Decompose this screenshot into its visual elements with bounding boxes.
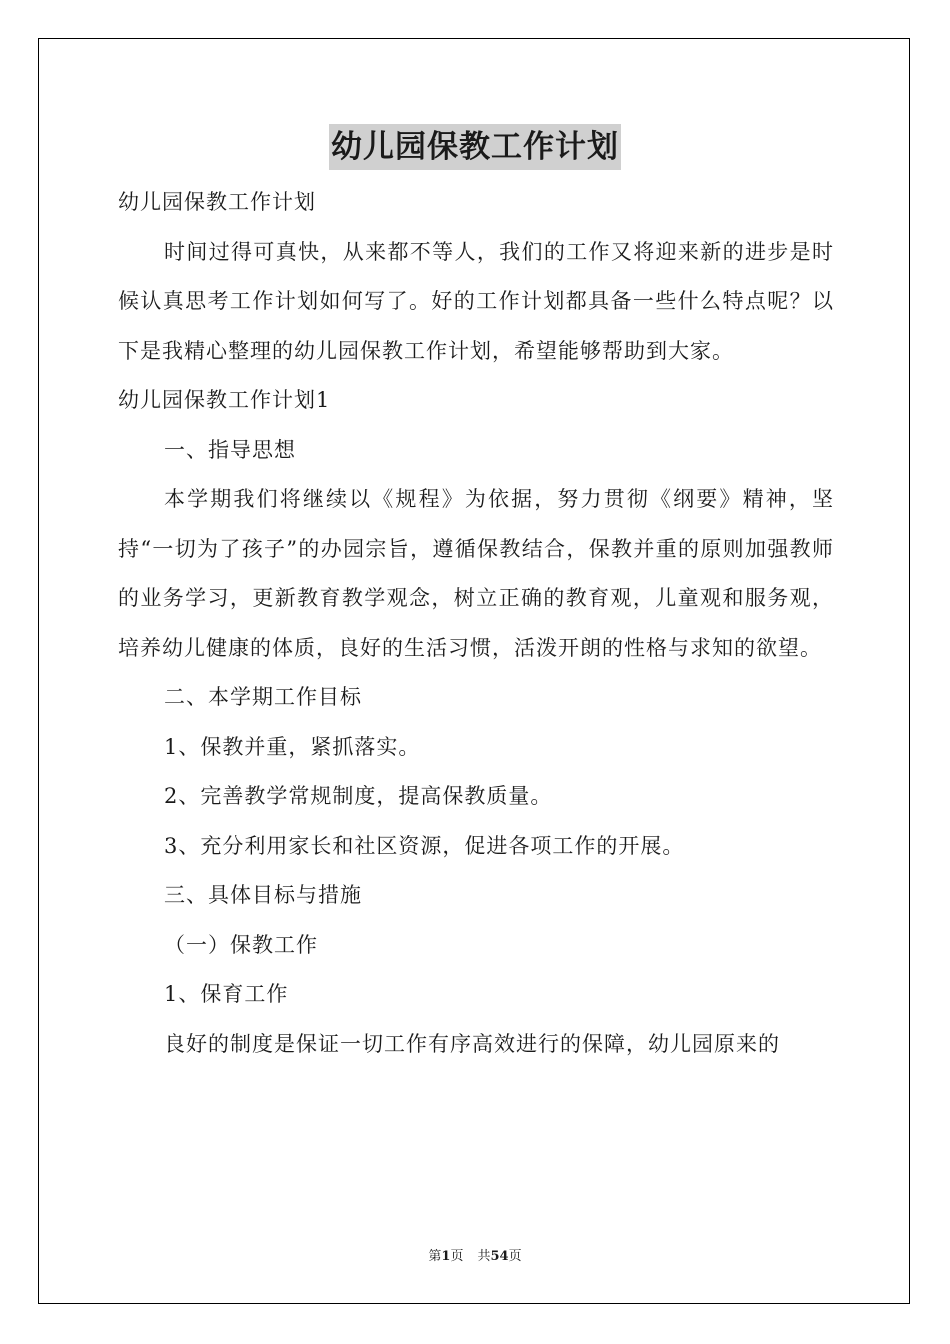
paragraph: 1、保育工作 <box>164 982 289 1006</box>
total-pages: 54 <box>490 1249 509 1264</box>
paragraph: 良好的制度是保证一切工作有序高效进行的保障，幼儿园原来的 <box>164 1031 780 1056</box>
document-title: 幼儿园保教工作计划 <box>329 124 621 170</box>
paragraph: 幼儿园保教工作计划 <box>118 190 316 214</box>
title-container <box>0 124 950 170</box>
total-suffix: 页 <box>508 1249 522 1264</box>
paragraph: 时间过得可真快，从来都不等人，我们的工作又将迎来新的进步是时候认真思考工作计划如何写了。好的工作计划都具备一些什么特点呢？以下是我精心整理的幼儿园保教工作计划，希望能够帮助到大家。 <box>118 239 834 363</box>
paragraph: 2、完善教学常规制度，提高保教质量。 <box>164 784 553 808</box>
paragraph: 幼儿园保教工作计划1 <box>118 388 331 412</box>
page-suffix: 页 <box>450 1249 464 1264</box>
paragraph: 一、指导思想 <box>164 437 296 462</box>
document-body <box>118 178 834 1069</box>
paragraph: 本学期我们将继续以《规程》为依据，努力贯彻《纲要》精神，坚持“一切为了孩子”的办园宗旨，遵循保教结合，保教并重的原则加强教师的业务学习，更新教育教学观念，树立正确的教育观，儿童观和服务观，培养幼儿健康的体质，良好的生活习惯，活泼开朗的性格与求知的欲望。 <box>118 487 834 660</box>
paragraph: 三、具体目标与措施 <box>164 883 362 907</box>
paragraph: 二、本学期工作目标 <box>164 685 362 709</box>
paragraph: 1、保教并重，紧抓落实。 <box>164 734 421 759</box>
paragraph: （一）保教工作 <box>164 932 318 957</box>
page-prefix: 第 <box>428 1249 442 1264</box>
page-number: 1 <box>441 1249 451 1264</box>
paragraph: 3、充分利用家长和社区资源，促进各项工作的开展。 <box>164 833 685 858</box>
page-footer <box>0 1245 950 1264</box>
total-prefix: 共 <box>477 1249 491 1264</box>
